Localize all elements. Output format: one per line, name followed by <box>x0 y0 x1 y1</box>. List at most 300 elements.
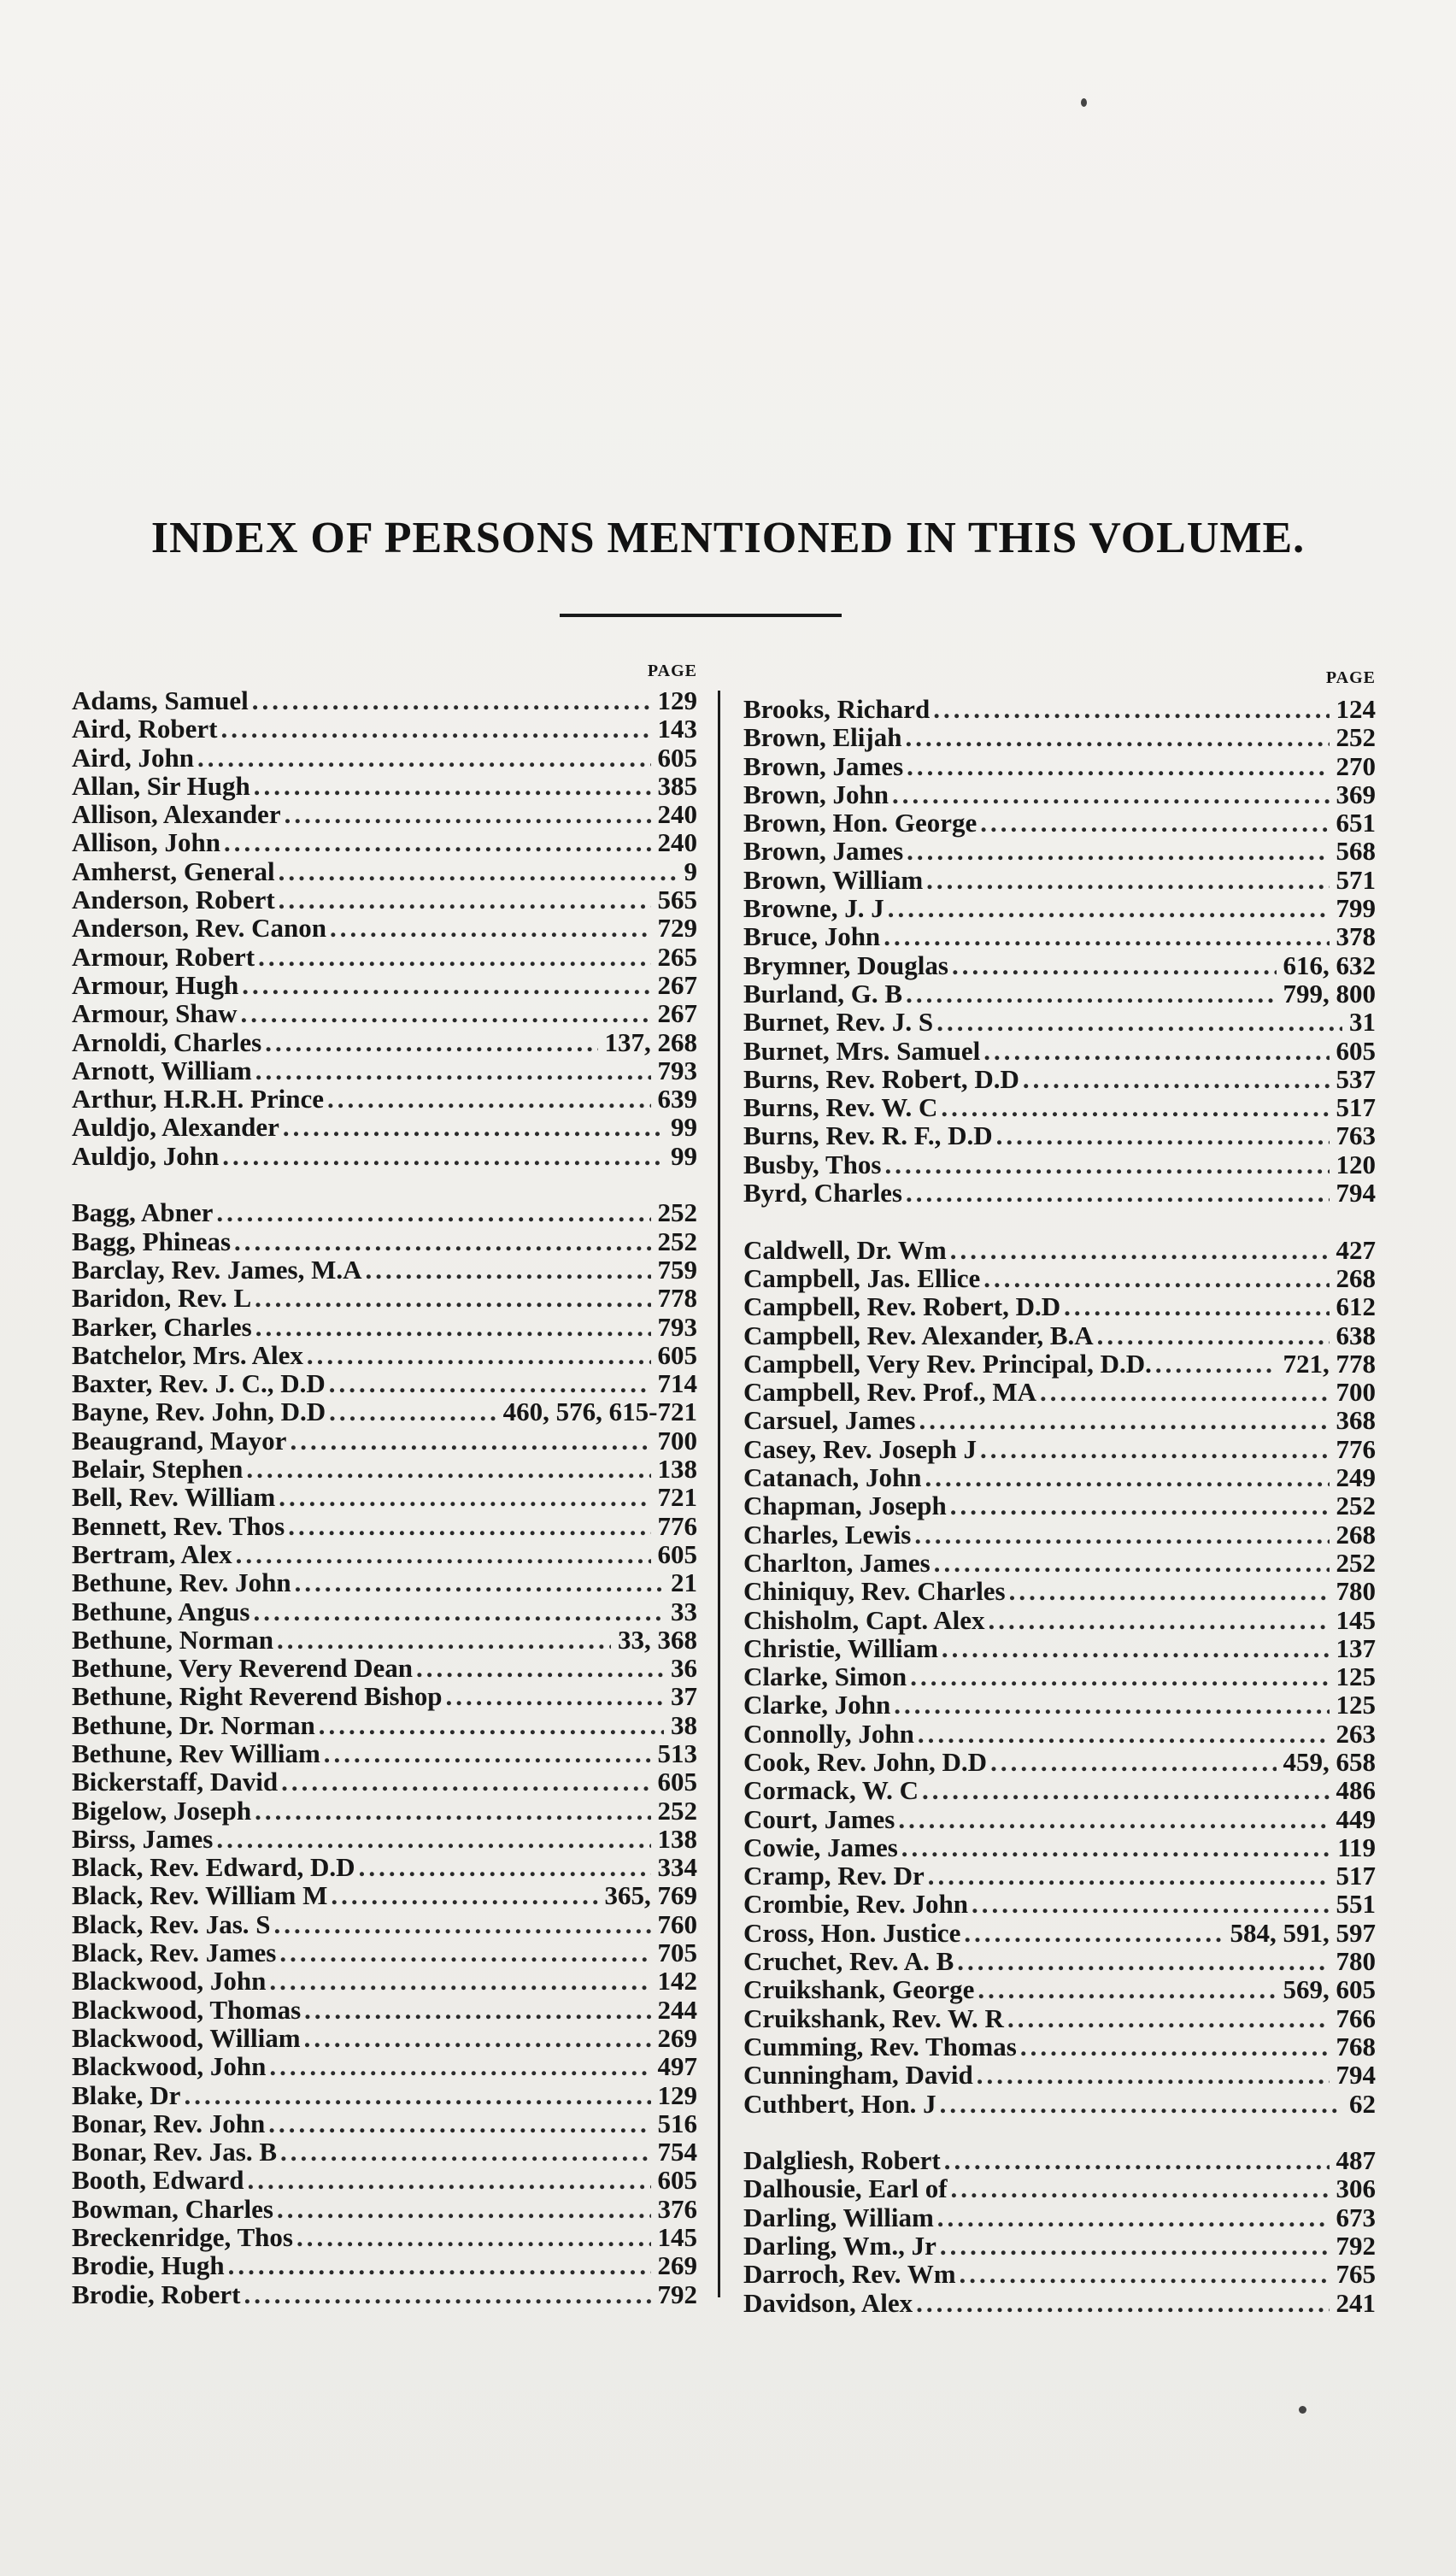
index-entry <box>743 837 1376 865</box>
entry-name: Brown, Elijah <box>743 722 902 753</box>
entry-page-number: 459, 658 <box>1283 1746 1376 1777</box>
entry-page-number: 799, 800 <box>1283 978 1376 1009</box>
dot-leader <box>331 1881 597 1909</box>
entry-page-number: 705 <box>657 1938 697 1968</box>
index-entry <box>72 2024 697 2052</box>
dot-leader <box>950 1236 1330 1264</box>
entry-name: Bethune, Rev. John <box>72 1567 291 1598</box>
index-entry <box>72 1284 697 1312</box>
column-divider <box>718 691 720 2297</box>
dot-leader <box>905 723 1329 751</box>
entry-name: Carsuel, James <box>743 1405 916 1436</box>
dot-leader <box>241 999 651 1027</box>
entry-name: Cruchet, Rev. A. B <box>743 1946 954 1977</box>
dot-leader <box>307 1341 651 1369</box>
index-entry <box>72 1256 697 1284</box>
page-column-header-left: PAGE <box>647 662 697 680</box>
dot-leader <box>922 1776 1330 1804</box>
index-entry <box>72 857 697 885</box>
dot-leader <box>234 1227 650 1256</box>
dot-leader <box>228 2251 651 2279</box>
index-entry <box>743 1890 1376 1918</box>
dot-leader <box>277 2195 651 2223</box>
dot-leader <box>216 1198 650 1226</box>
dot-leader <box>329 1397 496 1426</box>
dot-leader <box>888 894 1330 922</box>
entry-page-number: 33, 368 <box>618 1624 697 1655</box>
index-entry <box>72 715 697 743</box>
index-entry <box>743 1065 1376 1093</box>
entry-page-number: 537 <box>1336 1063 1376 1094</box>
paper-speck <box>1081 98 1087 107</box>
dot-leader <box>901 1833 1330 1861</box>
entry-name: Christie, William <box>743 1632 938 1663</box>
entry-name: Byrd, Charles <box>743 1178 902 1209</box>
index-entry <box>743 1919 1376 1947</box>
entry-page-number: 605 <box>657 1767 697 1797</box>
entry-name: Breckenridge, Thos <box>72 2222 293 2253</box>
index-column-right <box>743 662 1376 2317</box>
dot-leader <box>940 2090 1342 2118</box>
section-gap <box>743 2118 1376 2146</box>
dot-leader <box>1064 1292 1329 1320</box>
dot-leader <box>926 866 1329 894</box>
entry-page-number: 651 <box>1336 808 1376 838</box>
dot-leader <box>253 1597 664 1626</box>
index-entry <box>743 1264 1376 1292</box>
entry-page-number: 799 <box>1336 893 1376 924</box>
dot-leader <box>279 1938 650 1967</box>
dot-leader <box>936 1008 1342 1036</box>
index-entry <box>743 922 1376 950</box>
index-entry <box>72 1397 697 1426</box>
index-entry <box>743 1577 1376 1605</box>
entry-page-number: 793 <box>657 1055 697 1085</box>
entry-page-number: 721 <box>657 1482 697 1513</box>
entry-name: Bickerstaff, David <box>72 1767 279 1797</box>
entry-page-number: 137, 268 <box>604 1026 697 1057</box>
dot-leader <box>288 1512 650 1540</box>
index-entry <box>743 1606 1376 1634</box>
index-entry <box>72 1996 697 2024</box>
entry-name: Browne, J. J <box>743 893 884 924</box>
entry-page-number: 584, 591, 597 <box>1230 1917 1376 1948</box>
index-column-left <box>72 662 697 2308</box>
entry-name: Campbell, Jas. Ellice <box>743 1262 981 1293</box>
index-entry <box>743 1008 1376 1036</box>
entry-name: Anderson, Rev. Canon <box>72 913 326 944</box>
dot-leader <box>983 1264 1329 1292</box>
dot-leader <box>283 1113 664 1141</box>
index-entry <box>72 1341 697 1369</box>
entry-name: Clarke, Simon <box>743 1661 907 1692</box>
entry-page-number: 31 <box>1349 1007 1376 1038</box>
index-entry <box>743 2174 1376 2203</box>
index-entry <box>743 752 1376 780</box>
entry-name: Bigelow, Joseph <box>72 1795 252 1826</box>
entry-name: Armour, Hugh <box>72 969 239 1000</box>
entry-name: Brymner, Douglas <box>743 950 948 980</box>
dot-leader <box>330 914 651 942</box>
dot-leader <box>197 744 651 772</box>
dot-leader <box>916 2289 1329 2317</box>
dot-leader <box>1023 1065 1330 1093</box>
entry-page-number: 778 <box>657 1283 697 1314</box>
dot-leader <box>934 1549 1330 1577</box>
entry-name: Clarke, John <box>743 1690 891 1720</box>
index-entry <box>743 1491 1376 1520</box>
entry-name: Charlton, James <box>743 1547 931 1578</box>
dot-leader <box>996 1121 1330 1150</box>
entry-name: Black, Rev. Edward, D.D <box>72 1852 355 1883</box>
dot-leader <box>990 1748 1276 1776</box>
index-entry <box>72 1512 697 1540</box>
entry-page-number: 240 <box>657 799 697 830</box>
index-entry <box>72 2138 697 2166</box>
section-gap <box>72 1170 697 1198</box>
dot-leader <box>269 2052 650 2080</box>
entry-name: Bell, Rev. William <box>72 1482 276 1513</box>
index-entry <box>72 1797 697 1825</box>
entry-name: Brown, William <box>743 864 924 895</box>
dot-leader <box>1097 1321 1330 1350</box>
entry-name: Davidson, Alex <box>743 2287 913 2318</box>
dot-leader <box>184 2081 650 2109</box>
dot-leader <box>269 1967 650 1995</box>
dot-leader <box>285 800 651 828</box>
dot-leader <box>937 2203 1330 2232</box>
entry-page-number: 38 <box>671 1709 697 1740</box>
entry-page-number: 142 <box>657 1966 697 1997</box>
dot-leader <box>255 1797 650 1825</box>
dot-leader <box>319 1711 664 1739</box>
dot-leader <box>265 1028 597 1056</box>
page-column-header-right: PAGE <box>1325 668 1376 687</box>
dot-leader <box>980 1435 1330 1463</box>
entry-name: Belair, Stephen <box>72 1454 244 1485</box>
index-entry <box>72 914 697 942</box>
index-entry <box>743 1292 1376 1320</box>
entry-page-number: 516 <box>657 2108 697 2138</box>
index-entry <box>72 2081 697 2109</box>
entry-page-number: 270 <box>1336 750 1376 781</box>
index-entry <box>72 1113 697 1141</box>
entry-name: Armour, Robert <box>72 941 255 972</box>
index-entry <box>72 1767 697 1796</box>
entry-name: Amherst, General <box>72 856 275 886</box>
index-entry <box>743 2260 1376 2288</box>
entry-page-number: 269 <box>657 2022 697 2053</box>
index-entry <box>72 2280 697 2308</box>
dot-leader <box>1020 2032 1330 2061</box>
entry-page-number: 378 <box>1336 921 1376 952</box>
index-entry <box>743 1720 1376 1748</box>
entry-page-number: 145 <box>657 2222 697 2253</box>
entry-page-number: 571 <box>1336 864 1376 895</box>
entry-page-number: 700 <box>657 1425 697 1456</box>
index-entry <box>743 866 1376 894</box>
entry-name: Baridon, Rev. L <box>72 1283 252 1314</box>
entry-name: Darroch, Rev. Wm <box>743 2259 956 2290</box>
entry-name: Crombie, Rev. John <box>743 1889 968 1920</box>
entry-page-number: 792 <box>657 2279 697 2309</box>
entry-page-number: 143 <box>657 714 697 744</box>
entry-name: Brooks, Richard <box>743 694 931 724</box>
index-entry <box>743 780 1376 809</box>
dot-leader <box>928 1861 1330 1890</box>
entry-page-number: 721, 778 <box>1283 1348 1376 1379</box>
entry-page-number: 605 <box>657 1339 697 1370</box>
entry-name: Burns, Rev. Robert, D.D <box>743 1063 1019 1094</box>
entry-page-number: 306 <box>1336 2173 1376 2204</box>
entry-name: Campbell, Very Rev. Principal, D.D. <box>743 1348 1152 1379</box>
entry-name: Batchelor, Mrs. Alex <box>72 1339 303 1370</box>
entry-name: Brodie, Robert <box>72 2279 241 2309</box>
index-entry <box>743 1463 1376 1491</box>
entry-name: Blackwood, William <box>72 2022 301 2053</box>
entry-page-number: 368 <box>1336 1405 1376 1436</box>
entry-page-number: 759 <box>657 1254 697 1285</box>
entry-page-number: 9 <box>684 856 697 886</box>
dot-leader <box>255 1313 651 1341</box>
dot-leader <box>918 1720 1330 1748</box>
entry-page-number: 768 <box>1336 2031 1376 2061</box>
entry-name: Bertram, Alex <box>72 1538 232 1569</box>
index-entry <box>743 2032 1376 2061</box>
entry-name: Burland, G. B <box>743 978 903 1009</box>
index-entry <box>72 1568 697 1597</box>
index-entry <box>72 943 697 971</box>
dot-leader <box>951 2174 1330 2203</box>
entry-page-number: 249 <box>1336 1462 1376 1493</box>
dot-leader <box>324 1739 651 1767</box>
entry-page-number: 776 <box>657 1510 697 1541</box>
index-entry <box>72 1540 697 1568</box>
entry-name: Blackwood, John <box>72 2051 267 2082</box>
entry-name: Chiniquy, Rev. Charles <box>743 1576 1006 1607</box>
entry-name: Beaugrand, Mayor <box>72 1425 287 1456</box>
entry-page-number: 605 <box>657 1538 697 1569</box>
entry-name: Bayne, Rev. John, D.D <box>72 1397 326 1427</box>
entry-name: Burnet, Rev. J. S <box>743 1007 934 1038</box>
index-entry <box>743 2146 1376 2174</box>
entry-page-number: 569, 605 <box>1283 1974 1376 2005</box>
entry-page-number: 263 <box>1336 1718 1376 1749</box>
entry-page-number: 517 <box>1336 1861 1376 1891</box>
dot-leader <box>366 1256 651 1284</box>
entry-name: Bethune, Rev William <box>72 1738 320 1768</box>
dot-leader <box>964 1919 1223 1947</box>
dot-leader <box>248 2166 651 2194</box>
entry-name: Brodie, Hugh <box>72 2250 225 2281</box>
dot-leader <box>216 1825 650 1853</box>
entry-page-number: 780 <box>1336 1946 1376 1977</box>
entry-page-number: 365, 769 <box>604 1880 697 1911</box>
entry-name: Auldjo, Alexander <box>72 1112 279 1143</box>
index-entry <box>72 2052 697 2080</box>
dot-leader <box>1007 2004 1330 2032</box>
entry-name: Bethune, Angus <box>72 1596 250 1626</box>
dot-leader <box>224 828 650 856</box>
entry-name: Busby, Thos <box>743 1149 882 1179</box>
dot-leader <box>255 1056 651 1085</box>
section-gap <box>743 1207 1376 1235</box>
entry-name: Bowman, Charles <box>72 2193 273 2224</box>
entry-page-number: 267 <box>657 969 697 1000</box>
dot-leader <box>304 1996 650 2024</box>
entry-name: Chisholm, Capt. Alex <box>743 1604 985 1635</box>
entry-name: Dalgliesh, Robert <box>743 2145 941 2176</box>
entry-page-number: 269 <box>657 2250 697 2281</box>
page-title: INDEX OF PERSONS MENTIONED IN THIS VOLUME. <box>150 514 1306 562</box>
entry-name: Barclay, Rev. James, M.A <box>72 1254 362 1285</box>
entry-name: Brown, James <box>743 750 904 781</box>
dot-leader <box>1009 1577 1330 1605</box>
entry-name: Aird, John <box>72 742 194 773</box>
index-entry <box>72 1967 697 1995</box>
index-entry <box>72 772 697 800</box>
index-entry <box>743 2289 1376 2317</box>
entry-page-number: 565 <box>657 885 697 915</box>
dot-leader <box>359 1853 651 1881</box>
dot-leader <box>884 922 1329 950</box>
entry-name: Campbell, Rev. Alexander, B.A <box>743 1320 1094 1350</box>
entry-name: Bonar, Rev. John <box>72 2108 266 2138</box>
entry-name: Campbell, Rev. Robert, D.D <box>743 1291 1061 1322</box>
dot-leader <box>252 686 651 715</box>
entry-page-number: 497 <box>657 2051 697 2082</box>
entry-page-number: 267 <box>657 998 697 1029</box>
index-entry <box>743 723 1376 751</box>
index-entry <box>743 1037 1376 1065</box>
index-entry <box>72 885 697 914</box>
index-entry <box>743 951 1376 979</box>
dot-leader <box>919 1406 1329 1434</box>
index-entry <box>743 1150 1376 1179</box>
entry-page-number: 763 <box>1336 1120 1376 1151</box>
dot-leader <box>242 971 650 999</box>
dot-leader <box>952 951 1277 979</box>
entry-name: Arnott, William <box>72 1055 252 1085</box>
dot-leader <box>977 2061 1330 2089</box>
dot-leader <box>941 1093 1329 1121</box>
index-entry <box>72 1056 697 1085</box>
entry-page-number: 517 <box>1336 1092 1376 1123</box>
entry-name: Black, Rev. Jas. S <box>72 1908 271 1939</box>
paper-speck <box>1299 2406 1306 2414</box>
entry-page-number: 37 <box>671 1681 697 1712</box>
index-entry <box>743 1776 1376 1804</box>
entry-page-number: 124 <box>1336 694 1376 724</box>
index-entry <box>72 1853 697 1881</box>
entry-page-number: 137 <box>1336 1632 1376 1663</box>
entry-name: Birss, James <box>72 1823 214 1854</box>
index-entry <box>743 1975 1376 2003</box>
index-entry <box>743 979 1376 1008</box>
index-entry <box>743 1435 1376 1463</box>
entry-name: Cruikshank, George <box>743 1974 975 2005</box>
index-entry <box>72 1483 697 1511</box>
index-entry <box>743 2232 1376 2260</box>
entry-page-number: 62 <box>1349 2088 1376 2119</box>
entry-name: Cormack, W. C <box>743 1775 919 1806</box>
index-entry <box>743 2090 1376 2118</box>
index-entry <box>72 2223 697 2251</box>
entry-page-number: 33 <box>671 1596 697 1626</box>
dot-leader <box>327 1085 650 1113</box>
entry-page-number: 376 <box>657 2193 697 2224</box>
entry-name: Blackwood, John <box>72 1966 267 1997</box>
entry-name: Allan, Sir Hugh <box>72 770 250 801</box>
entry-name: Allison, John <box>72 827 221 858</box>
dot-leader <box>296 2223 651 2251</box>
dot-leader <box>279 1483 650 1511</box>
entry-name: Campbell, Rev. Prof., MA <box>743 1377 1036 1408</box>
entry-page-number: 754 <box>657 2137 697 2167</box>
entry-name: Burns, Rev. R. F., D.D <box>743 1120 993 1151</box>
entry-page-number: 120 <box>1336 1149 1376 1179</box>
entry-name: Arnoldi, Charles <box>72 1026 262 1057</box>
dot-leader <box>329 1369 651 1397</box>
dot-leader <box>894 1691 1329 1719</box>
entry-page-number: 605 <box>657 742 697 773</box>
dot-leader <box>281 1767 650 1796</box>
entry-name: Charles, Lewis <box>743 1519 912 1550</box>
index-entry <box>743 1833 1376 1861</box>
dot-leader <box>277 1626 611 1654</box>
dot-leader <box>906 979 1276 1008</box>
index-entry <box>72 1739 697 1767</box>
index-entry <box>743 2061 1376 2089</box>
dot-leader <box>246 1455 650 1483</box>
entry-page-number: 605 <box>657 2165 697 2196</box>
entry-name: Bonar, Rev. Jas. B <box>72 2137 278 2167</box>
index-entry <box>72 1142 697 1170</box>
entry-name: Cook, Rev. John, D.D <box>743 1746 988 1777</box>
entry-name: Cuthbert, Hon. J <box>743 2088 936 2119</box>
index-entry <box>743 1378 1376 1406</box>
entry-name: Brown, James <box>743 836 904 867</box>
entry-page-number: 794 <box>1336 1178 1376 1209</box>
entry-page-number: 427 <box>1336 1234 1376 1265</box>
index-entry <box>743 1321 1376 1350</box>
entry-page-number: 241 <box>1336 2287 1376 2318</box>
index-entry <box>743 1861 1376 1890</box>
entry-page-number: 129 <box>657 685 697 715</box>
entry-name: Arthur, H.R.H. Prince <box>72 1084 325 1115</box>
dot-leader <box>258 943 650 971</box>
entry-name: Armour, Shaw <box>72 998 238 1029</box>
entry-name: Cruikshank, Rev. W. R <box>743 2003 1004 2033</box>
entry-name: Cowie, James <box>743 1832 898 1862</box>
dot-leader <box>254 772 651 800</box>
entry-page-number: 252 <box>657 1226 697 1256</box>
entry-name: Cramp, Rev. Dr <box>743 1861 925 1891</box>
index-entry <box>72 1028 697 1056</box>
entry-page-number: 36 <box>671 1653 697 1684</box>
entry-page-number: 145 <box>1336 1604 1376 1635</box>
dot-leader <box>884 1150 1329 1179</box>
index-entry <box>743 894 1376 922</box>
index-entry <box>72 1085 697 1113</box>
index-entry <box>72 1910 697 1938</box>
entry-page-number: 766 <box>1336 2003 1376 2033</box>
entry-name: Adams, Samuel <box>72 685 249 715</box>
entry-name: Allison, Alexander <box>72 799 281 830</box>
entry-page-number: 673 <box>1336 2202 1376 2232</box>
index-entry <box>72 1626 697 1654</box>
index-entry <box>72 1938 697 1967</box>
